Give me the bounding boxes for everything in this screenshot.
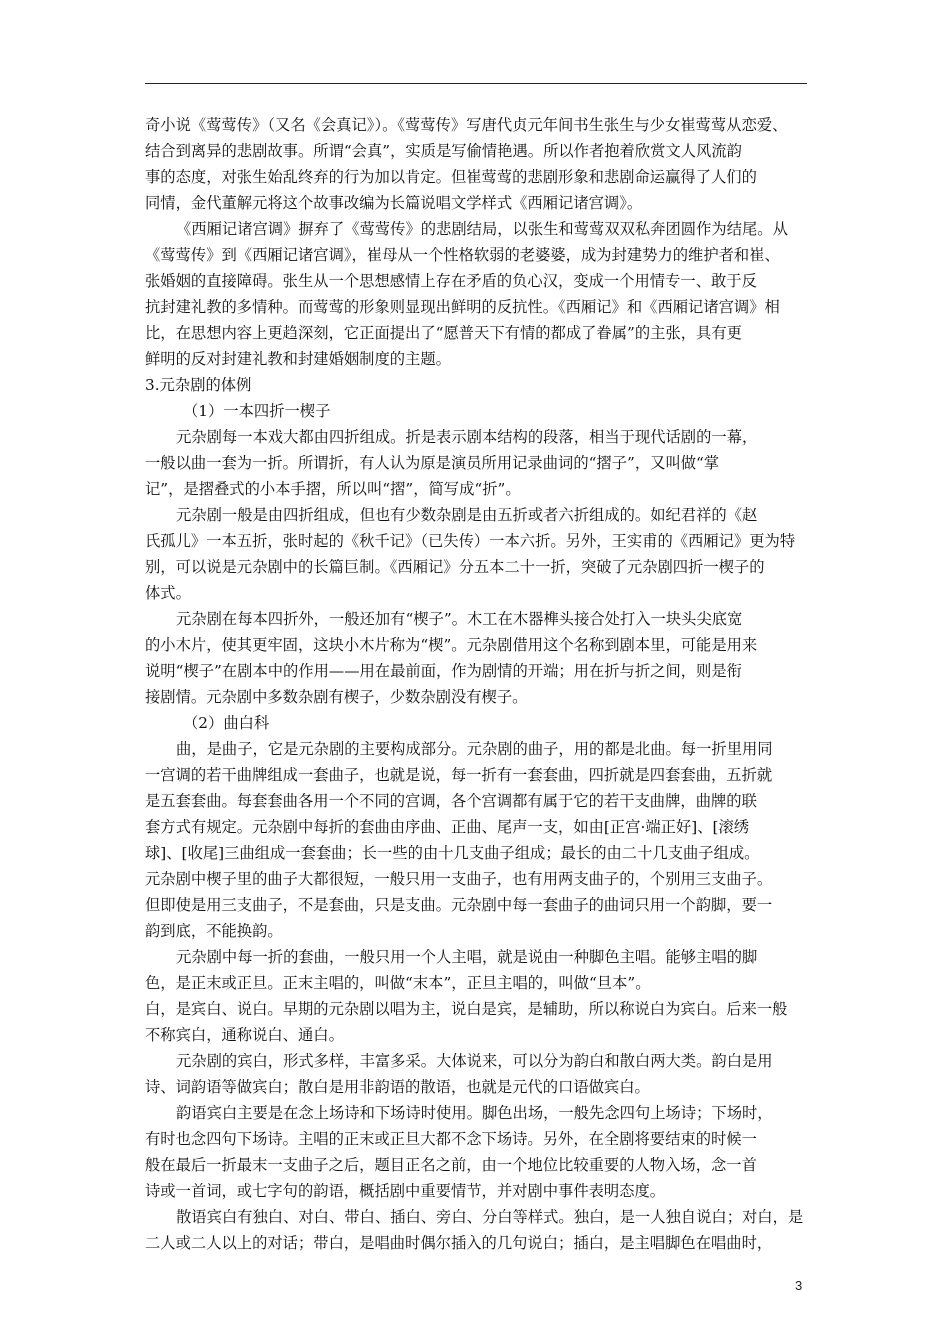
text-line: 同情，金代董解元将这个故事改编为长篇说唱文学样式《西厢记诸宫调》。	[145, 194, 643, 212]
text-line: 白，是宾白、说白。早期的元杂剧以唱为主，说白是宾，是辅助，所以称说白为宾白。后来一般	[145, 1000, 788, 1018]
text-line: 比，在思想内容上更趋深刻，它正面提出了“愿普天下有情的都成了眷属”的主张，具有更	[145, 324, 742, 342]
text-line: 诗、词韵语等做宾白；散白是用非韵语的散语，也就是元代的口语做宾白。	[145, 1078, 650, 1096]
section-heading: 3.元杂剧的体例	[145, 376, 252, 394]
text-line: 张婚姻的直接障碍。张生从一个思想感情上存在矛盾的负心汉，变成一个用情专一、敢于反	[145, 272, 757, 290]
text-line: 元杂剧中楔子里的曲子大都很短，一般只用一支曲子，也有用两支曲子的，个别用三支曲子。	[145, 870, 773, 888]
text-line: 但即使是用三支曲子，不是套曲，只是支曲。元杂剧中每一套曲子的曲词只用一个韵脚，要一	[145, 896, 773, 914]
text-line: 别，可以说是元杂剧中的长篇巨制。《西厢记》分五本二十一折，突破了元杂剧四折一楔子的	[145, 558, 765, 576]
text-line: 球]、[收尾]三曲组成一套套曲；长一些的由十几支曲子组成；最长的由二十几支曲子组成。	[145, 844, 760, 862]
text-line: 有时也念四句下场诗。主唱的正末或正旦大都不念下场诗。另外，在全剧将要结束的时候一	[145, 1130, 757, 1148]
text-line: 一般以曲一套为一折。所谓折，有人认为原是演员所用记录曲词的“摺子”，又叫做“掌	[145, 454, 720, 472]
text-line: 元杂剧每一本戏大都由四折组成。折是表示剧本结构的段落，相当于现代话剧的一幕，	[176, 428, 758, 446]
text-line: 散语宾白有独白、对白、带白、插白、旁白、分白等样式。独白，是一人独自说白；对白，是	[176, 1208, 804, 1226]
text-line: 一宫调的若干曲牌组成一套曲子，也就是说，每一折有一套套曲，四折就是四套套曲，五折就	[145, 766, 773, 784]
text-line: 元杂剧中每一折的套曲，一般只用一个人主唱，就是说由一种脚色主唱。能够主唱的脚	[176, 948, 758, 966]
section-heading: （1）一本四折一楔子	[183, 402, 331, 420]
text-line: 体式。	[145, 584, 191, 602]
page-number: 3	[795, 1278, 803, 1293]
document-body	[145, 112, 807, 1256]
text-line: 《西厢记诸宫调》摒弃了《莺莺传》的悲剧结局，以张生和莺莺双双私奔团圆作为结尾。从	[176, 220, 788, 238]
text-line: 元杂剧在每本四折外，一般还加有“楔子”。木工在木器榫头接合处打入一块头尖底宽	[176, 610, 743, 628]
text-line: 《莺莺传》到《西厢记诸宫调》，崔母从一个性格软弱的老婆婆，成为封建势力的维护者和崔、	[145, 246, 780, 264]
text-line: 色，是正末或正旦。正末主唱的，叫做“末本”，正旦主唱的，叫做“旦本”。	[145, 974, 651, 992]
text-line: 套方式有规定。元杂剧中每折的套曲由序曲、正曲、尾声一支，如由[正宫·端正好]、[滚绣	[145, 818, 750, 836]
text-line: 事的态度，对张生始乱终弃的行为加以肯定。但崔莺莺的悲剧形象和悲剧命运赢得了人们的	[145, 168, 757, 186]
text-line: 诗或一首词，或七字句的韵语，概括剧中重要情节，并对剧中事件表明态度。	[145, 1182, 666, 1200]
text-line: 是五套套曲。每套套曲各用一个不同的宫调，各个宫调都有属于它的若干支曲牌，曲牌的联	[145, 792, 757, 810]
text-line: 结合到离异的悲剧故事。所谓“会真”，实质是写偷情艳遇。所以作者抱着欣赏文人风流韵	[145, 142, 742, 160]
text-line: 韵到底，不能换韵。	[145, 922, 283, 940]
text-line: 韵语宾白主要是在念上场诗和下场诗时使用。脚色出场，一般先念四句上场诗；下场时，	[176, 1104, 773, 1122]
text-line: 记”，是摺叠式的小本手摺，所以叫“摺”，简写成“折”。	[145, 480, 521, 498]
text-line: 元杂剧一般是由四折组成，但也有少数杂剧是由五折或者六折组成的。如纪君祥的《赵	[176, 506, 758, 524]
text-line: 不称宾白，通称说白、通白。	[145, 1026, 344, 1044]
text-line: 曲，是曲子，它是元杂剧的主要构成部分。元杂剧的曲子，用的都是北曲。每一折里用同	[176, 740, 773, 758]
text-line: 抗封建礼教的多情种。而莺莺的形象则显现出鲜明的反抗性。《西厢记》和《西厢记诸宫调》相	[145, 298, 780, 316]
text-line: 元杂剧的宾白，形式多样，丰富多采。大体说来，可以分为韵白和散白两大类。韵白是用	[176, 1052, 773, 1070]
text-line: 二人或二人以上的对话；带白，是唱曲时偶尔插入的几句说白；插白，是主唱脚色在唱曲时，	[145, 1234, 773, 1252]
header-rule	[145, 83, 807, 84]
text-line: 接剧情。元杂剧中多数杂剧有楔子，少数杂剧没有楔子。	[145, 688, 528, 706]
text-line: 鲜明的反对封建礼教和封建婚姻制度的主题。	[145, 350, 451, 368]
section-heading: （2）曲白科	[183, 714, 270, 732]
text-line: 氏孤儿》一本五折，张时起的《秋千记》（已失传）一本六折。另外，王实甫的《西厢记》更为特	[145, 532, 796, 550]
text-line: 般在最后一折最末一支曲子之后，题目正名之前，由一个地位比较重要的人物入场，念一首	[145, 1156, 757, 1174]
text-line: 说明“楔子”在剧本中的作用——用在最前面，作为剧情的开端；用在折与折之间，则是衔	[145, 662, 742, 680]
text-line: 奇小说《莺莺传》（又名《会真记》）。《莺莺传》写唐代贞元年间书生张生与少女崔莺莺从恋爱、	[145, 116, 788, 134]
text-line: 的小木片，使其更牢固，这块小木片称为“楔”。元杂剧借用这个名称到剧本里，可能是用来	[145, 636, 758, 654]
